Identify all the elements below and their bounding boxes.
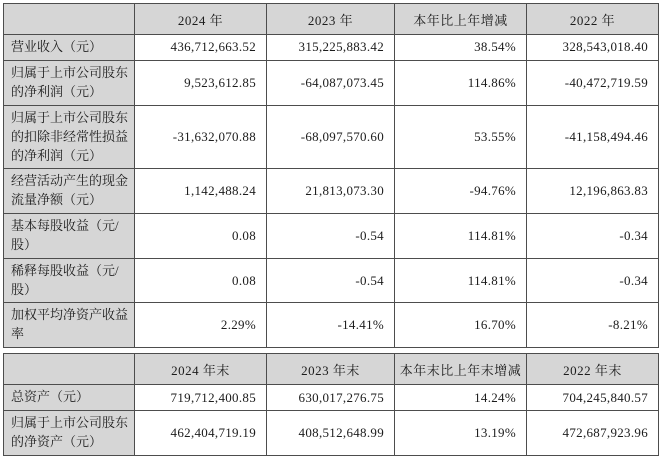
cell-value: 2.29%: [135, 303, 267, 348]
corner-cell: [4, 4, 135, 35]
cell-value: 328,543,018.40: [527, 35, 659, 61]
cell-value: 38.54%: [395, 35, 527, 61]
row-label: 归属于上市公司股东的扣除非经常性损益的净利润（元）: [4, 105, 135, 169]
table-row-weighted-roe: [4, 303, 659, 348]
column-header-2022: 2022 年: [527, 4, 659, 35]
cell-value: 114.81%: [395, 214, 527, 259]
cell-value: -14.41%: [267, 303, 395, 348]
table-row-operating-cash-flow: [4, 169, 659, 214]
row-label: 经营活动产生的现金流量净额（元）: [4, 169, 135, 214]
yearend-metrics-table: [3, 353, 659, 456]
cell-value: -8.21%: [527, 303, 659, 348]
cell-value: -41,158,494.46: [527, 105, 659, 169]
cell-value: -31,632,070.88: [135, 105, 267, 169]
cell-value: 114.86%: [395, 60, 527, 105]
table-row-net-profit-deducted: [4, 105, 659, 169]
cell-value: 436,712,663.52: [135, 35, 267, 61]
table-row-diluted-eps: [4, 258, 659, 303]
column-header-yoy-end: 本年末比上年末增减: [395, 354, 527, 385]
cell-value: 630,017,276.75: [267, 385, 395, 411]
column-header-2022-end: 2022 年末: [527, 354, 659, 385]
column-header-yoy: 本年比上年增减: [395, 4, 527, 35]
cell-value: 13.19%: [395, 410, 527, 455]
corner-cell: [4, 354, 135, 385]
cell-value: 53.55%: [395, 105, 527, 169]
cell-value: -0.34: [527, 258, 659, 303]
table-row-revenue: [4, 35, 659, 61]
row-label: 归属于上市公司股东的净利润（元）: [4, 60, 135, 105]
cell-value: 21,813,073.30: [267, 169, 395, 214]
column-header-2024: 2024 年: [135, 4, 267, 35]
cell-value: 704,245,840.57: [527, 385, 659, 411]
cell-value: 315,225,883.42: [267, 35, 395, 61]
cell-value: -68,097,570.60: [267, 105, 395, 169]
row-label: 营业收入（元）: [4, 35, 135, 61]
column-header-2023-end: 2023 年末: [267, 354, 395, 385]
cell-value: 719,712,400.85: [135, 385, 267, 411]
row-label: 加权平均净资产收益率: [4, 303, 135, 348]
row-label: 归属于上市公司股东的净资产（元）: [4, 410, 135, 455]
table-header-row: [4, 4, 659, 35]
cell-value: 114.81%: [395, 258, 527, 303]
cell-value: -40,472,719.59: [527, 60, 659, 105]
cell-value: -64,087,073.45: [267, 60, 395, 105]
annual-metrics-table: [3, 3, 659, 348]
table-header-row: [4, 354, 659, 385]
cell-value: 12,196,863.83: [527, 169, 659, 214]
cell-value: 408,512,648.99: [267, 410, 395, 455]
table-row-net-profit: [4, 60, 659, 105]
column-header-2023: 2023 年: [267, 4, 395, 35]
cell-value: 462,404,719.19: [135, 410, 267, 455]
table-row-basic-eps: [4, 214, 659, 259]
cell-value: -0.54: [267, 258, 395, 303]
cell-value: 472,687,923.96: [527, 410, 659, 455]
table-row-total-assets: [4, 385, 659, 411]
table-row-net-assets: [4, 410, 659, 455]
cell-value: 16.70%: [395, 303, 527, 348]
cell-value: 1,142,488.24: [135, 169, 267, 214]
row-label: 基本每股收益（元/股）: [4, 214, 135, 259]
cell-value: 0.08: [135, 258, 267, 303]
cell-value: 9,523,612.85: [135, 60, 267, 105]
cell-value: -0.34: [527, 214, 659, 259]
row-label: 稀释每股收益（元/股）: [4, 258, 135, 303]
cell-value: -0.54: [267, 214, 395, 259]
column-header-2024-end: 2024 年末: [135, 354, 267, 385]
row-label: 总资产（元）: [4, 385, 135, 411]
cell-value: 14.24%: [395, 385, 527, 411]
cell-value: -94.76%: [395, 169, 527, 214]
cell-value: 0.08: [135, 214, 267, 259]
